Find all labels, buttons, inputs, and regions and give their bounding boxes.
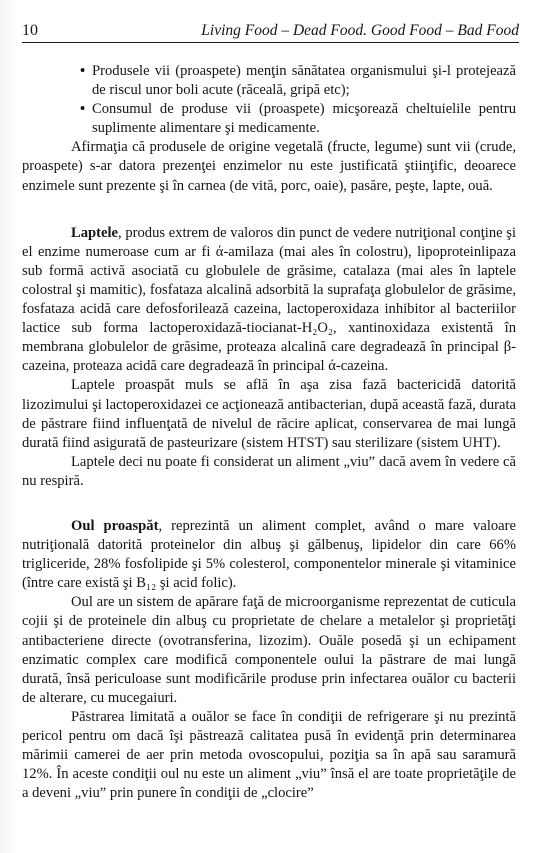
milk-paragraph-1-text: , produs extrem de valoros din punct de vedere nutriţional conţine şi el enzime numeroase cum ar fi ά-amilaza (mai ales în colostru), lipoproteinlipaza sub formă activă asociată cu globulele de grăsime, catalaza (mai ales în laptele colostral şi mamitic), fosfataza alcalină adsorbită la suprafaţa globulelor de grăsime, fosfataza acidă care defosforilează cazeina, lactoperoxidaza inhibitor al bacteriilor lactice sub forma lactoperoxidază-tiocianat-H₂O₂, xantinoxidaza existentă în membrana globulelor de grăsime, proteaza alcalină care degradează în principal β-cazeina, proteaza acidă care degradează în principal ά-cazeina. (22, 224, 517, 375)
running-title: Living Food – Dead Food. Good Food – Bad Food (201, 22, 519, 39)
milk-paragraph-2: Laptele proaspăt muls se află în aşa zisa fază bactericidă datorită lizozimului şi lactoperoxidazei ce acţionează antibacterian, după această fază, durata de păstrare fiind influenţată de nivelul de răcire aplicat, conservarea de mai lungă durată fiind asigurată de pasteurizare (sistem HTST) sau sterilizare (sistem UHT). (22, 377, 516, 451)
bullet-icon: • (80, 101, 86, 118)
bullet-icon: • (80, 63, 86, 79)
bullet-text: Consumul de produse vii (proaspete) micşorează cheltuielile pentru suplimente alimentare şi medicamente. (92, 101, 516, 137)
section-spacer (22, 491, 516, 517)
egg-paragraph-3: Păstrarea limitată a ouălor se face în condiţii de refrigerare şi nu prezintă pericol pentru om dacă îşi păstrează calitatea pusă în evidenţă prin determinarea mărimii camerei de aer prin metoda ovoscopului, poziţia sa în apă sau saramură 12%. În aceste condiţii oul nu este un aliment „viu” însă el are toate proprietăţile de a deveni „viu” prin punere în condiţii de „clocire” (22, 708, 516, 802)
intro-paragraph: Afirmaţia că produsele de origine vegetală (fructe, legume) sunt vii (crude, proaspete) s-ar datora prezenţei enzimelor nu este justificată ştiinţific, deoarece enzimele sunt prezente şi în carnea (de vită, porc, oaie), pasăre, peşte, lapte, ouă. (22, 139, 516, 194)
page-header (22, 20, 519, 43)
page-number: 10 (22, 22, 38, 39)
milk-heading: Laptele (71, 224, 119, 241)
section-spacer (22, 196, 516, 224)
bullet-text: Produsele vii (proaspete) menţin sănătatea organismului şi-l protejează de riscul unor boli acute (răceală, gripă etc); (92, 63, 516, 99)
page-body (22, 62, 516, 803)
milk-paragraph-3: Laptele deci nu poate fi considerat un aliment „viu” dacă avem în vedere că nu respiră. (22, 453, 516, 489)
egg-heading: Oul proaspăt (71, 517, 159, 534)
bullet-item (22, 100, 516, 138)
egg-paragraph-1-text: , reprezintă un aliment complet, având o mare valoare nutriţională datorită proteinelor din albuş şi gălbenuş, lipidelor din care 66% trigliceride, 28% fosfolipide şi 5% colesterol, componentelor minerale şi vitaminice (între care există şi B₁₂ şi acid folic). (22, 517, 516, 592)
egg-paragraph-2: Oul are un sistem de apărare faţă de microorganisme reprezentat de cuticula cojii şi de proteinele din albuş cu proprietate de chelare a metalelor şi proprietăţi antibacteriene directe (ovotransferina, lizozim). Ouăle posedă şi un echipament enzimatic complex care modifică componentele oului la păstrare de mai lungă durată, însă periculoase sunt modificările produse prin infectarea ouălor cu bacterii de alterare, cu mucegaiuri. (22, 594, 516, 706)
egg-paragraph-1 (22, 517, 516, 593)
milk-paragraph-1 (22, 224, 516, 377)
bullet-item (22, 62, 516, 100)
